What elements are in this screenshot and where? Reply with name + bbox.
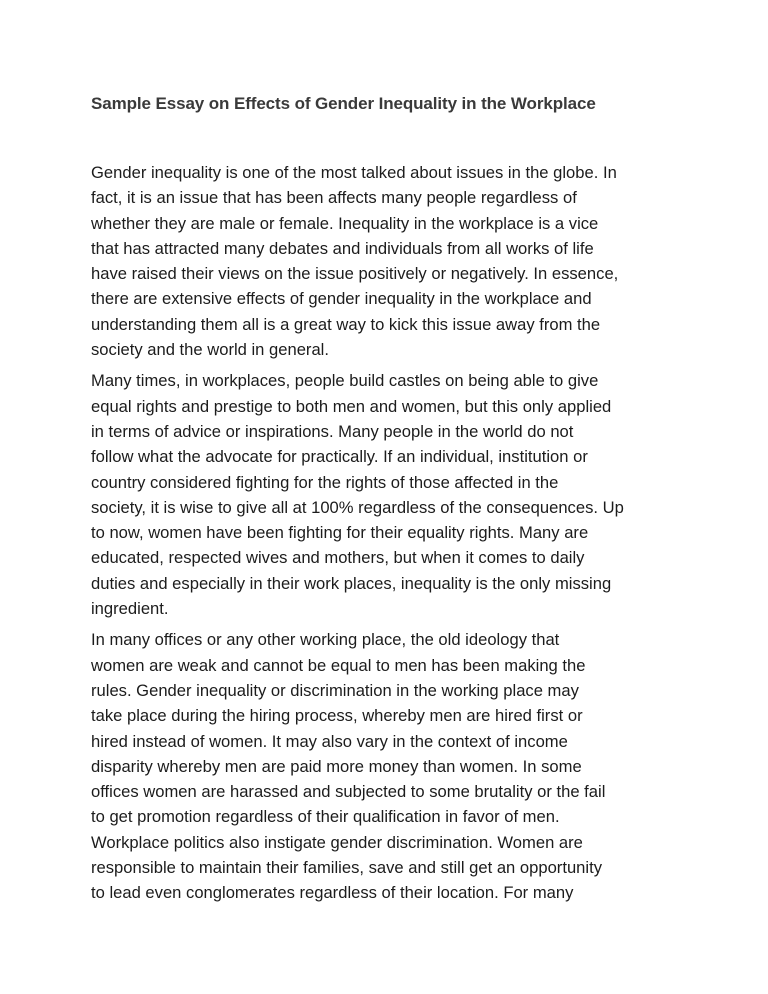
- text-line: Workplace politics also instigate gender discrimination. Women are: [91, 832, 583, 852]
- paragraph-3: [91, 627, 691, 905]
- text-line: educated, respected wives and mothers, but when it comes to daily: [91, 548, 585, 568]
- text-line: society, it is wise to give all at 100% regardless of the consequences. Up: [91, 497, 624, 517]
- text-line: whether they are male or female. Inequality in the workplace is a vice: [91, 213, 599, 233]
- text-line: equal rights and prestige to both men and women, but this only applied: [91, 396, 612, 416]
- text-line: Many times, in workplaces, people build castles on being able to give: [91, 371, 599, 391]
- text-line: hired instead of women. It may also vary in the context of income: [91, 731, 568, 751]
- text-line: rules. Gender inequality or discrimination in the working place may: [91, 680, 579, 700]
- text-line: have raised their views on the issue positively or negatively. In essence,: [91, 264, 619, 284]
- text-line: offices women are harassed and subjected to some brutality or the fail: [91, 782, 606, 802]
- text-line: ingredient.: [91, 599, 169, 619]
- text-line: women are weak and cannot be equal to men has been making the: [91, 655, 586, 675]
- text-line: to lead even conglomerates regardless of their location. For many: [91, 883, 574, 903]
- text-line: country considered fighting for the rights of those affected in the: [91, 472, 559, 492]
- paragraph-1: [91, 160, 691, 362]
- essay-body: [91, 160, 691, 912]
- text-line: society and the world in general.: [91, 340, 329, 360]
- essay-title: Sample Essay on Effects of Gender Inequality in the Workplace: [91, 94, 596, 113]
- text-line: there are extensive effects of gender inequality in the workplace and: [91, 289, 592, 309]
- text-line: to get promotion regardless of their qualification in favor of men.: [91, 807, 560, 827]
- text-line: understanding them all is a great way to kick this issue away from the: [91, 314, 601, 334]
- text-line: to now, women have been fighting for their equality rights. Many are: [91, 523, 589, 543]
- paragraph-2: [91, 368, 691, 621]
- text-line: duties and especially in their work places, inequality is the only missing: [91, 573, 612, 593]
- text-line: disparity whereby men are paid more money than women. In some: [91, 756, 582, 776]
- text-line: in terms of advice or inspirations. Many people in the world do not: [91, 421, 574, 441]
- text-line: Gender inequality is one of the most talked about issues in the globe. In: [91, 163, 617, 182]
- text-line: fact, it is an issue that has been affects many people regardless of: [91, 188, 577, 208]
- text-line: In many offices or any other working place, the old ideology that: [91, 630, 560, 650]
- text-line: responsible to maintain their families, save and still get an opportunity: [91, 858, 602, 878]
- text-line: that has attracted many debates and individuals from all works of life: [91, 238, 594, 258]
- text-line: follow what the advocate for practically. If an individual, institution or: [91, 447, 588, 467]
- text-line: take place during the hiring process, whereby men are hired first or: [91, 706, 583, 726]
